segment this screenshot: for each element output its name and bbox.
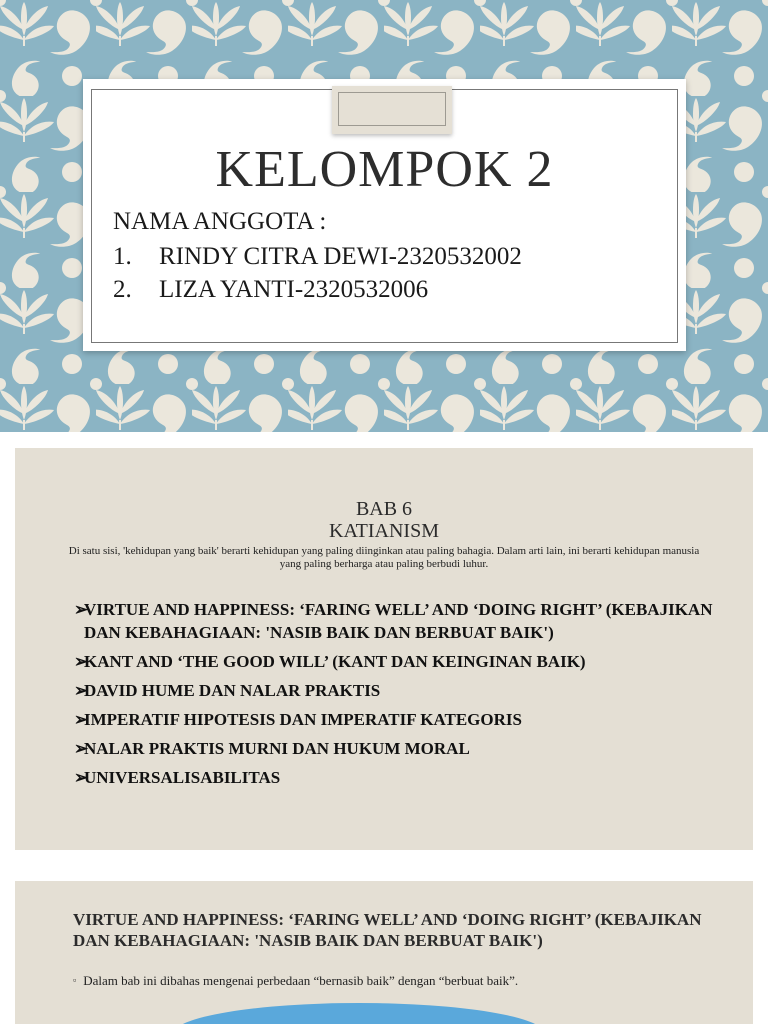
member-number: 1. <box>113 243 132 270</box>
arrow-bullet-icon: ➢ <box>74 652 89 671</box>
chapter-title <box>15 498 753 542</box>
chapter-number: BAB 6 <box>355 498 413 520</box>
topic-item: ➢DAVID HUME DAN NALAR PRAKTIS <box>74 681 381 700</box>
title-card-border <box>91 89 678 343</box>
slide-title: KELOMPOK 2 <box>215 141 554 198</box>
arrow-bullet-icon: ➢ <box>74 739 89 758</box>
topic-bullet: ▫ Dalam bab ini dibahas mengenai perbedaan “bernasib baik” dengan “berbuat baik”. <box>73 973 519 988</box>
arrow-bullet-icon: ➢ <box>74 681 89 700</box>
chapter-overview-slide <box>15 448 753 850</box>
topics-list <box>74 598 724 795</box>
topic-item: ➢VIRTUE AND HAPPINESS: ‘FARING WELL’ AND ‘DOING RIGHT’ (KEBAJIKAN DAN KEBAHAGIAAN: 'NASIB BAIK DAN BERBUAT BAIK') <box>74 600 713 642</box>
card-tab-decoration <box>332 86 452 134</box>
member-name: RINDY CITRA DEWI-2320532002 <box>159 243 522 270</box>
arrow-bullet-icon: ➢ <box>74 768 89 787</box>
topic-item: ➢UNIVERSALISABILITAS <box>74 768 281 787</box>
topic-item: ➢IMPERATIF HIPOTESIS DAN IMPERATIF KATEGORIS <box>74 710 522 729</box>
chapter-name: KATIANISM <box>329 520 439 542</box>
member-item <box>113 243 522 276</box>
members-list <box>113 243 522 309</box>
title-card <box>83 79 686 351</box>
chapter-description: Di satu sisi, 'kehidupan yang baik' berarti kehidupan yang paling diinginkan atau paling bahagia. Dalam arti lain, ini berarti kehidupan manusia yang paling berharga atau paling berbudi luhur. <box>68 545 700 570</box>
topic-item: ➢KANT AND ‘THE GOOD WILL’ (KANT DAN KEINGINAN BAIK) <box>74 652 586 671</box>
topic-slide <box>15 881 753 1024</box>
member-number: 2. <box>113 276 132 303</box>
square-bullet-icon: ▫ <box>73 975 77 985</box>
topic-title: VIRTUE AND HAPPINESS: ‘FARING WELL’ AND ‘DOING RIGHT’ (KEBAJIKAN DAN KEBAHAGIAAN: 'NASIB BAIK DAN BERBUAT BAIK') <box>73 910 702 950</box>
topic-item: ➢NALAR PRAKTIS MURNI DAN HUKUM MORAL <box>74 739 470 758</box>
member-name: LIZA YANTI-2320532006 <box>159 276 429 303</box>
blue-ellipse-shape <box>173 1003 545 1024</box>
members-heading: NAMA ANGGOTA : <box>113 208 327 235</box>
member-item <box>113 276 522 309</box>
arrow-bullet-icon: ➢ <box>74 600 89 619</box>
arrow-bullet-icon: ➢ <box>74 710 89 729</box>
title-slide <box>0 0 768 432</box>
